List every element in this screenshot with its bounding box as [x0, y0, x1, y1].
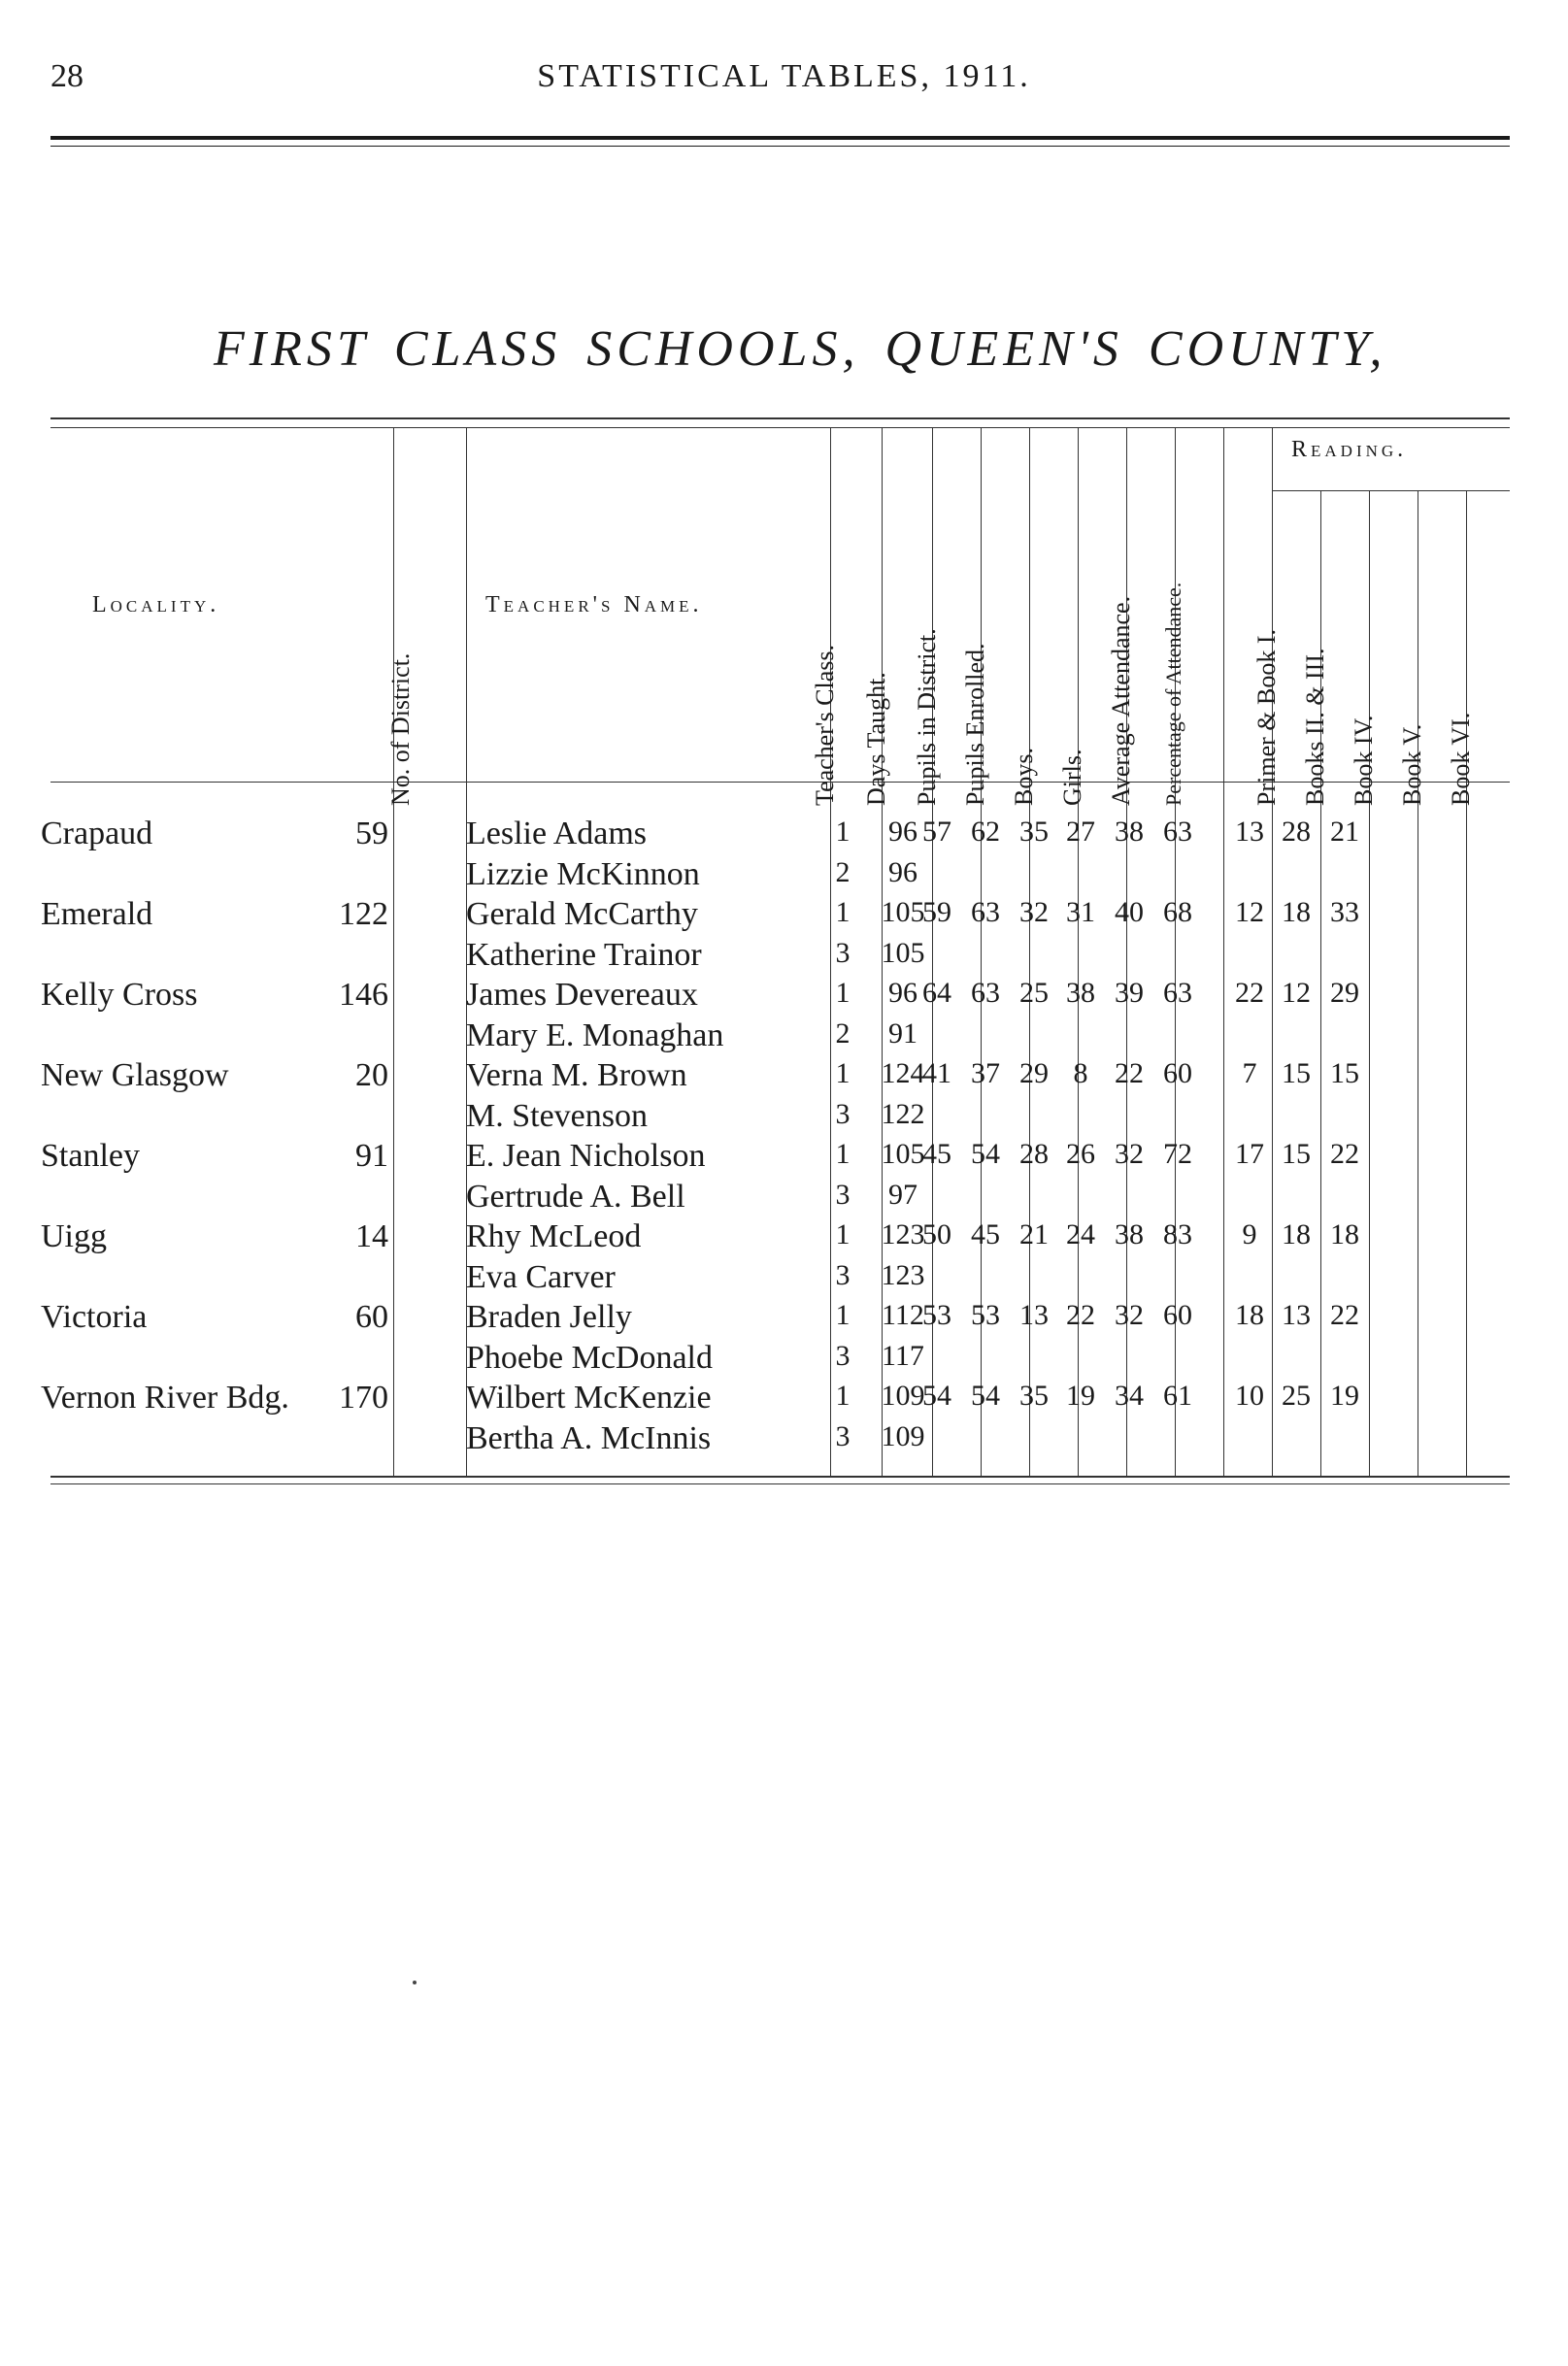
teacher-name-cell: Wilbert McKenzie	[466, 1380, 712, 1416]
table-bottom-rule	[50, 1476, 1510, 1478]
locality-header: Locality.	[92, 592, 220, 617]
boys-header: Boys.	[1010, 748, 1038, 806]
days-taught-cell: 123	[881, 1218, 925, 1250]
days-taught-cell: 122	[881, 1098, 925, 1130]
teacher-class-cell: 1	[835, 896, 851, 928]
col-divider	[1320, 490, 1321, 1476]
boys-cell: 13	[1019, 1299, 1049, 1331]
teacher-class-cell: 1	[835, 1218, 851, 1250]
table-bottom-rule-thin	[50, 1483, 1510, 1484]
girls-cell: 26	[1066, 1138, 1095, 1170]
pupils-enrolled-cell: 62	[971, 816, 1000, 848]
percentage-attendance-cell: 68	[1163, 896, 1192, 928]
pupils-in-district-cell: 64	[922, 977, 951, 1009]
girls-cell: 19	[1066, 1380, 1095, 1412]
days-taught-cell: 123	[881, 1259, 925, 1291]
days-taught-header: Days Taught.	[862, 672, 890, 806]
teacher-name-cell: Leslie Adams	[466, 816, 648, 851]
teacher-name-cell: M. Stevenson	[466, 1098, 648, 1134]
percentage-attendance-cell: 60	[1163, 1299, 1192, 1331]
col-divider	[1272, 427, 1273, 1476]
girls-header: Girls.	[1058, 749, 1086, 806]
percentage-attendance-cell: 63	[1163, 816, 1192, 848]
teacher-name-cell: Lizzie McKinnon	[466, 856, 700, 892]
book-6-header: Book VI.	[1447, 712, 1475, 806]
primer-book-1-cell: 7	[1242, 1057, 1257, 1089]
primer-book-1-cell: 12	[1235, 896, 1264, 928]
book-4-header: Book IV.	[1350, 715, 1378, 806]
days-taught-cell: 109	[881, 1380, 925, 1412]
percentage-attendance-cell: 60	[1163, 1057, 1192, 1089]
book-4-cell: 21	[1330, 816, 1359, 848]
locality-cell: Uigg	[41, 1218, 107, 1254]
primer-book-1-cell: 9	[1242, 1218, 1257, 1250]
days-taught-cell: 96	[888, 856, 917, 888]
primer-book-1-cell: 10	[1235, 1380, 1264, 1412]
book-4-cell: 19	[1330, 1380, 1359, 1412]
boys-cell: 29	[1019, 1057, 1049, 1089]
pupils-enrolled-cell: 45	[971, 1218, 1000, 1250]
locality-cell: New Glasgow	[41, 1057, 229, 1093]
books-2-3-cell: 18	[1282, 896, 1311, 928]
teacher-name-cell: Gertrude A. Bell	[466, 1179, 685, 1215]
pupils-in-district-cell: 50	[922, 1218, 951, 1250]
pupils-enrolled-cell: 53	[971, 1299, 1000, 1331]
girls-cell: 8	[1073, 1057, 1088, 1089]
books-2-3-cell: 13	[1282, 1299, 1311, 1331]
book-4-cell: 18	[1330, 1218, 1359, 1250]
header-rule-thick	[50, 136, 1510, 140]
days-taught-cell: 105	[881, 1138, 925, 1170]
percentage-attendance-cell: 83	[1163, 1218, 1192, 1250]
district-number-cell: 60	[355, 1299, 388, 1335]
teacher-class-cell: 1	[835, 1380, 851, 1412]
district-number-cell: 122	[339, 896, 388, 932]
district-number-cell: 59	[355, 816, 388, 851]
locality-cell: Emerald	[41, 896, 153, 932]
teacher-name-cell: Eva Carver	[466, 1259, 616, 1295]
days-taught-cell: 96	[888, 816, 917, 848]
locality-cell: Stanley	[41, 1138, 140, 1174]
col-divider	[1223, 427, 1224, 1476]
book-4-cell: 33	[1330, 896, 1359, 928]
pupils-in-district-cell: 45	[922, 1138, 951, 1170]
teacher-name-cell: Mary E. Monaghan	[466, 1017, 724, 1053]
district-number-cell: 170	[339, 1380, 388, 1416]
district-number-cell: 14	[355, 1218, 388, 1254]
average-attendance-cell: 39	[1115, 977, 1144, 1009]
table-title: FIRST CLASS SCHOOLS, QUEEN'S COUNTY,	[214, 321, 1387, 377]
books-2-3-cell: 15	[1282, 1138, 1311, 1170]
teacher-name-cell: Rhy McLeod	[466, 1218, 642, 1254]
days-taught-cell: 96	[888, 977, 917, 1009]
col-divider	[1466, 490, 1467, 1476]
teacher-class-cell: 3	[835, 937, 851, 969]
teacher-class-cell: 1	[835, 1138, 851, 1170]
teacher-class-cell: 2	[835, 856, 851, 888]
boys-cell: 28	[1019, 1138, 1049, 1170]
days-taught-cell: 97	[888, 1179, 917, 1211]
locality-cell: Vernon River Bdg.	[41, 1380, 289, 1416]
district-number-cell: 146	[339, 977, 388, 1013]
pupils-enrolled-cell: 63	[971, 977, 1000, 1009]
teacher-class-cell: 3	[835, 1179, 851, 1211]
teacher-name-cell: Katherine Trainor	[466, 937, 702, 973]
percentage-attendance-cell: 72	[1163, 1138, 1192, 1170]
books-2-3-cell: 18	[1282, 1218, 1311, 1250]
days-taught-cell: 124	[881, 1057, 925, 1089]
teacher-class-cell: 2	[835, 1017, 851, 1050]
average-attendance-cell: 40	[1115, 896, 1144, 928]
table-top-rule	[50, 417, 1510, 419]
reading-rule	[1272, 490, 1510, 491]
days-taught-cell: 105	[881, 937, 925, 969]
teacher-name-cell: Braden Jelly	[466, 1299, 632, 1335]
boys-cell: 35	[1019, 816, 1049, 848]
col-divider	[1369, 490, 1370, 1476]
pupils-in-district-cell: 41	[922, 1057, 951, 1089]
primer-book-1-cell: 17	[1235, 1138, 1264, 1170]
locality-cell: Crapaud	[41, 816, 153, 851]
average-attendance-cell: 38	[1115, 816, 1144, 848]
pupils-in-district-cell: 53	[922, 1299, 951, 1331]
girls-cell: 24	[1066, 1218, 1095, 1250]
pupils-in-district-cell: 57	[922, 816, 951, 848]
days-taught-cell: 91	[888, 1017, 917, 1050]
book-5-header: Book V.	[1398, 723, 1426, 806]
teacher-class-header: Teacher's Class.	[811, 644, 839, 806]
teacher-name-cell: Gerald McCarthy	[466, 896, 698, 932]
book-4-cell: 15	[1330, 1057, 1359, 1089]
teacher-class-cell: 1	[835, 1057, 851, 1089]
book-4-cell: 29	[1330, 977, 1359, 1009]
table-top-rule-thin	[50, 427, 1510, 428]
average-attendance-cell: 32	[1115, 1138, 1144, 1170]
teacher-name-header: Teacher's Name.	[485, 592, 703, 617]
district-number-cell: 91	[355, 1138, 388, 1174]
girls-cell: 27	[1066, 816, 1095, 848]
days-taught-cell: 109	[881, 1420, 925, 1452]
days-taught-cell: 117	[882, 1340, 924, 1372]
pupils-enrolled-cell: 54	[971, 1138, 1000, 1170]
books-2-3-header: Books II. & III.	[1301, 648, 1329, 806]
girls-cell: 22	[1066, 1299, 1095, 1331]
teacher-name-cell: James Devereaux	[466, 977, 698, 1013]
running-header: STATISTICAL TABLES, 1911.	[537, 58, 1031, 94]
boys-cell: 21	[1019, 1218, 1049, 1250]
pupils-enrolled-cell: 37	[971, 1057, 1000, 1089]
header-rule-thin	[50, 146, 1510, 147]
stray-mark	[413, 1981, 417, 1984]
teacher-class-cell: 3	[835, 1259, 851, 1291]
teacher-class-cell: 3	[835, 1098, 851, 1130]
primer-book-1-cell: 18	[1235, 1299, 1264, 1331]
primer-book-1-cell: 22	[1235, 977, 1264, 1009]
teacher-name-cell: Phoebe McDonald	[466, 1340, 714, 1376]
page-number: 28	[50, 58, 83, 94]
days-taught-cell: 112	[882, 1299, 924, 1331]
girls-cell: 38	[1066, 977, 1095, 1009]
book-4-cell: 22	[1330, 1299, 1359, 1331]
pupils-in-district-cell: 59	[922, 896, 951, 928]
primer-book-1-header: Primer & Book I.	[1252, 629, 1281, 806]
district-header: No. of District.	[386, 652, 415, 806]
locality-cell: Kelly Cross	[41, 977, 198, 1013]
teacher-class-cell: 1	[835, 816, 851, 848]
teacher-name-cell: Verna M. Brown	[466, 1057, 687, 1093]
teacher-class-cell: 1	[835, 977, 851, 1009]
teacher-name-cell: Bertha A. McInnis	[466, 1420, 712, 1456]
books-2-3-cell: 12	[1282, 977, 1311, 1009]
teacher-class-cell: 3	[835, 1340, 851, 1372]
book-4-cell: 22	[1330, 1138, 1359, 1170]
teacher-class-cell: 3	[835, 1420, 851, 1452]
locality-cell: Victoria	[41, 1299, 148, 1335]
percentage-attendance-cell: 61	[1163, 1380, 1192, 1412]
average-attendance-cell: 22	[1115, 1057, 1144, 1089]
average-attendance-header: Average Attendance.	[1107, 595, 1135, 806]
average-attendance-cell: 34	[1115, 1380, 1144, 1412]
books-2-3-cell: 25	[1282, 1380, 1311, 1412]
boys-cell: 32	[1019, 896, 1049, 928]
pupils-enrolled-cell: 54	[971, 1380, 1000, 1412]
percentage-attendance-header: Percentage of Attendance.	[1161, 582, 1185, 806]
girls-cell: 31	[1066, 896, 1095, 928]
average-attendance-cell: 38	[1115, 1218, 1144, 1250]
percentage-attendance-cell: 63	[1163, 977, 1192, 1009]
pupils-enrolled-cell: 63	[971, 896, 1000, 928]
pupils-enrolled-header: Pupils Enrolled.	[961, 643, 989, 806]
teacher-class-cell: 1	[835, 1299, 851, 1331]
reading-header: Reading.	[1291, 437, 1408, 462]
days-taught-cell: 105	[881, 896, 925, 928]
boys-cell: 35	[1019, 1380, 1049, 1412]
books-2-3-cell: 28	[1282, 816, 1311, 848]
boys-cell: 25	[1019, 977, 1049, 1009]
pupils-in-district-header: Pupils in District.	[913, 628, 941, 806]
col-divider	[393, 427, 394, 1476]
district-number-cell: 20	[355, 1057, 388, 1093]
teacher-name-cell: E. Jean Nicholson	[466, 1138, 706, 1174]
pupils-in-district-cell: 54	[922, 1380, 951, 1412]
average-attendance-cell: 32	[1115, 1299, 1144, 1331]
primer-book-1-cell: 13	[1235, 816, 1264, 848]
books-2-3-cell: 15	[1282, 1057, 1311, 1089]
